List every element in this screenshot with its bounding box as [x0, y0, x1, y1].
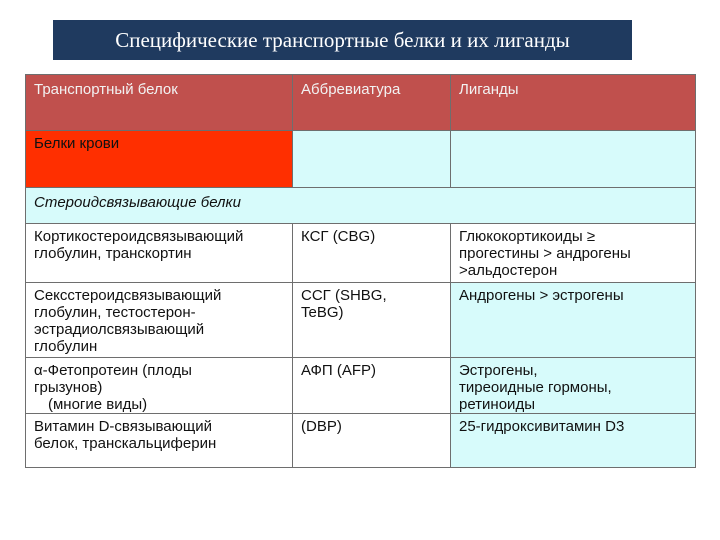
ligands-cell — [451, 224, 696, 283]
protein-line: грызунов) — [34, 379, 103, 396]
protein-cell — [26, 224, 293, 283]
protein-line: α-Фетопротеин (плоды — [34, 362, 192, 379]
protein-cell — [26, 358, 293, 414]
table-row — [26, 358, 696, 414]
ligands-line: прогестины > андрогены — [459, 245, 631, 262]
table-row — [26, 283, 696, 358]
page-title: Специфические транспортные белки и их лиганды — [53, 20, 632, 60]
ligands-line: 25-гидроксивитамин D3 — [459, 418, 625, 435]
section-row-steroid — [26, 188, 696, 224]
abbreviation-cell — [293, 414, 451, 468]
header-ligands: Лиганды — [451, 75, 696, 131]
header-protein: Транспортный белок — [26, 75, 293, 131]
section-row-blood — [26, 131, 696, 188]
abbreviation-cell — [293, 358, 451, 414]
section-label-steroid: Стероидсвязывающие белки — [26, 188, 696, 224]
abbreviation-cell — [293, 224, 451, 283]
section-label-blood: Белки крови — [26, 131, 293, 188]
protein-line: (многие виды) — [48, 396, 148, 413]
abbreviation-line: ССГ (SHBG, — [301, 287, 387, 304]
section-blood-abbr-cell — [293, 131, 451, 188]
protein-line: глобулин — [34, 338, 98, 355]
protein-line: эстрадиолсвязывающий — [34, 321, 205, 338]
table-row — [26, 414, 696, 468]
abbreviation-line: КСГ (CBG) — [301, 228, 376, 245]
protein-cell — [26, 414, 293, 468]
abbreviation-line: TeBG) — [301, 304, 344, 321]
ligands-line: Эстрогены, — [459, 362, 538, 379]
table-header-row — [26, 75, 696, 131]
ligands-cell — [451, 283, 696, 358]
protein-line: белок, транскальциферин — [34, 435, 217, 452]
ligands-line: >альдостерон — [459, 262, 558, 279]
ligands-line: Глюкокортикоиды ≥ — [459, 228, 596, 245]
protein-line: Кортикостероидсвязывающий — [34, 228, 244, 245]
table-row — [26, 224, 696, 283]
protein-line: глобулин, тестостерон- — [34, 304, 196, 321]
protein-line: Витамин D-связывающий — [34, 418, 212, 435]
transport-proteins-table — [25, 74, 696, 468]
header-abbreviation: Аббревиатура — [293, 75, 451, 131]
ligands-cell — [451, 414, 696, 468]
protein-line: Сексстероидсвязывающий — [34, 287, 222, 304]
protein-line: глобулин, транскортин — [34, 245, 192, 262]
abbreviation-cell — [293, 283, 451, 358]
ligands-line: тиреоидные гормоны, — [459, 379, 612, 396]
ligands-line: ретиноиды — [459, 396, 535, 413]
abbreviation-line: (DBP) — [301, 418, 342, 435]
ligands-cell — [451, 358, 696, 414]
ligands-line: Андрогены > эстрогены — [459, 287, 624, 304]
section-blood-ligands-cell — [451, 131, 696, 188]
protein-cell — [26, 283, 293, 358]
abbreviation-line: АФП (AFP) — [301, 362, 377, 379]
